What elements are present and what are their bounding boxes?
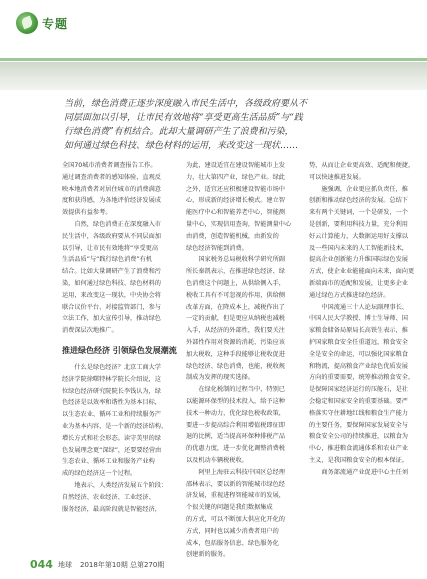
body-text-line: 会稳定和国家安全的重要基础。要严	[309, 397, 408, 405]
body-text-line: 力，壮大第四产业，绿色产业。绿此	[186, 173, 285, 181]
body-text-line: 要进一步提高综合利用增值税即征即	[186, 421, 285, 429]
body-text-line: 以生态农业、循环工业和持续服务产	[62, 411, 161, 419]
page-footer	[0, 552, 427, 579]
page-header	[0, 0, 427, 62]
journal-name: 地球	[58, 561, 72, 569]
body-text-line: 是保障国家经济运行的压舱石，是社	[309, 386, 408, 394]
body-text-line: 心，形成新的经济增长模式。建立智	[186, 197, 285, 205]
body-text-line: 方式，使企业业能能面向未来，面向更	[309, 268, 415, 276]
body-text-line: 提高企业创新能力升维国际绿色发展	[309, 256, 408, 264]
body-text-line: 地表示，人类经济发展五个阶段：	[62, 481, 168, 489]
body-text-line: 中国人民大学教授、博士生导师、国	[309, 315, 408, 323]
body-text-line: 映本地消费者对居住城市的消费满意	[62, 185, 161, 193]
body-text-line: 为此，建设适宜在建设智能城市上发	[186, 162, 285, 169]
article-column-3	[309, 160, 421, 542]
body-text-line: 自然，绿色消费正在深度融入市	[62, 220, 161, 228]
body-text-line: 创建新的服务。	[186, 551, 230, 559]
body-text-line: 的优惠力度，进一步优化调整消费税	[186, 445, 285, 453]
body-text-line: 运用，来改变这一现状，中央协会将	[62, 291, 161, 299]
body-text-line: 创新和推动绿色经济的发展。总结下	[309, 197, 408, 205]
body-text-line: 方式，同时也以减少消费者用户的	[186, 527, 279, 535]
body-text-line: 通过绿色方式推进绿色经济。	[309, 291, 390, 299]
body-text-line: 可以快速推进发展。	[309, 173, 365, 181]
lede-line: 行绿色消费”有机结合。此却大量调研产生了浪费和污染，	[64, 127, 294, 137]
body-text-line: 位绿色经济研究院院长李钱认为，绿	[62, 387, 161, 395]
body-text-line: 一定的贡献，但是更应从纳税也减税	[186, 315, 285, 323]
body-text-line: 制成为发挥的现实选择。	[186, 374, 255, 382]
header-rule	[0, 58, 427, 61]
body-text-line: 业为基本内容，是一个新的经济结构、	[62, 422, 168, 430]
body-text-line: 民生活中，各级政府要从不同层面加	[62, 232, 161, 240]
body-text-line: 生态农业、循环工业和服务产业构	[62, 458, 155, 466]
body-text-line: 绿色经济、绿色消费，也能，税收规	[186, 362, 285, 370]
body-text-line: 的主要任务，要保障国家发展安全与	[309, 421, 408, 429]
body-text-line: 服务经济，最高阶段就是智能经济，	[62, 505, 161, 513]
body-text-line: 能医疗中心和智能养老中心，智能测	[186, 209, 285, 217]
body-text-line: 什么是绿色经济？北京工商大学	[62, 363, 161, 371]
body-text-line: 之外，适宜还应积极建设智能市场中	[186, 185, 285, 193]
body-text-line: 以能源环保型的技术投入，给予这种	[186, 397, 285, 405]
body-text-line: 以引导，让市民有效地将“享受更高	[62, 244, 159, 252]
body-text-line: 染，如何通过绿色科技、绿色材料的	[62, 279, 161, 287]
body-text-line: 联合议价平台、对接监管部门，参与	[62, 303, 161, 311]
lede-line: 同层面加以引导，让市民有效地将“享受更高生活品质”与“践	[64, 113, 303, 123]
body-text-line: 家粮食储备局原局长高铁生表示，推	[309, 327, 408, 335]
body-text-line: 成的绿色经济这一个过程。	[62, 470, 137, 478]
body-text-line: 退的比例，适当提高环保种排税产品	[186, 433, 285, 441]
body-text-line: 技术一种动力，优化绿色税收政策，	[186, 409, 285, 417]
header-photo	[0, 62, 427, 90]
section-tag: 专题	[42, 17, 69, 31]
body-text-line: 外部性作用对资源的消耗、污染应该	[186, 338, 285, 346]
body-text-line: 好云计算能力，大数据运用好支撑以	[309, 232, 408, 240]
article-column-1	[62, 160, 177, 542]
body-text-line: 国家税务总局税收科学研究所副	[186, 256, 285, 264]
body-text-line: 通过调查消费者的感知体验，直观反	[62, 173, 161, 181]
body-text-line: 以及机动车辆税税收。	[186, 456, 248, 464]
body-text-line: 阿里上海驻云科技中国区总经理	[186, 468, 285, 476]
body-text-line: 色消费这个问题上，从供给侧入手，	[186, 279, 285, 287]
body-text-line: 由消费，创造智能机械，由新发的	[186, 232, 279, 240]
body-text-line: 全国70城市消费者调查报告工作。	[62, 162, 157, 169]
lede-line: 当前，绿色消费正逐步深度融入市民生活中，各级政府要从不	[64, 99, 308, 109]
body-text-line: 税收工具有不可忽视的作用，供给侧	[186, 291, 285, 299]
body-text-line: 量中心，实现信用查询，智能测量中心	[186, 220, 292, 228]
body-text-line: 邵林表示，要以新的智能城市绿色经	[186, 480, 285, 488]
body-text-line: 经济学院徐曙特林学院长介绍说，这	[62, 375, 161, 383]
body-text-line: 立法工作，加大宣传引导，推动绿色	[62, 315, 161, 323]
lede-paragraph	[64, 97, 364, 153]
body-text-line: 商务部流通产业促进中心主任刘	[309, 468, 408, 476]
body-text-line: 的方式，可以不断加大供应化开化的	[186, 515, 285, 523]
body-text-line: 格落实守住耕地红线和粮食生产能力	[309, 409, 408, 417]
body-text-line: 效提供有益参考。	[62, 209, 112, 217]
body-text-line: 主义，是我国粮食安全的根本保证。	[309, 456, 408, 464]
body-text-line: 色经济是以效率和谐性为基本目标，	[62, 399, 161, 407]
article-column-2	[186, 160, 298, 559]
body-text-line: 改革方面，在降成本上，减税作出了	[186, 303, 285, 311]
body-text-line: 施强调，企业更应抓负责任，推	[309, 185, 408, 193]
leaf-globe-icon	[16, 12, 38, 34]
body-text-line: 势，从而让企业更高效、适配和便捷，	[309, 162, 415, 169]
body-text-line: 加大税收，这种手段能够让税收促进	[186, 350, 285, 358]
lede-line: 如何通过绿色科技、绿色材料的运用，来改变这一现状……	[64, 141, 299, 151]
body-text-line: 度和获得感，为各地评价经济发展成	[62, 197, 161, 205]
body-text-line: 成本，包括服务信息、绿色服务化	[186, 539, 279, 547]
body-text-line: 来有两个关键词，一个是研发，一个	[309, 209, 408, 217]
body-text-line: 粮食安全公司的持续推进，以粮食为	[309, 433, 408, 441]
body-text-line: 和物流，提高粮食产业绿色优质发展	[309, 362, 408, 370]
body-text-line: 中国流通三十人论坛副理事长、	[309, 303, 408, 311]
body-text-line: 全是安全的命运，可以强化国家粮食	[309, 350, 408, 358]
body-text-line: 个很关键的问题是我们数据集成	[186, 504, 273, 512]
issue-info: 2018年第10期 总第270期	[80, 561, 165, 569]
body-text-line: 新端面市的适配和发展，让更多企业	[309, 279, 408, 287]
body-text-line: 生活品质”与“践行绿色消费”有机	[62, 256, 153, 264]
page-number: 044	[30, 558, 53, 571]
body-text-line: 色发展理念更“深绿”，还要要经营由	[62, 446, 162, 454]
body-text-line: 所长秦凯表示，在推进绿色经济、绿	[186, 268, 285, 276]
body-text-line: 方向的重要需要，统筹推动粮食安全，	[309, 374, 415, 382]
body-text-line: 在绿化税制的过程当中，特别已	[186, 386, 285, 394]
body-text-line: 绿色经济智能到消费。	[186, 244, 248, 252]
body-text-line: 济发展，重视进程智能城市的发展，	[186, 492, 285, 500]
body-text-line: 增长方式和社会形态。读守美里的绿	[62, 434, 161, 442]
body-text-line: 中心，推进粮食流通体系和农业产业	[309, 445, 408, 453]
body-text-line: 是创新，要利用科技力量，充分利用	[309, 220, 408, 228]
section-subheading: 推进绿色经济 引领绿色发展潮流	[62, 345, 177, 355]
body-text-line: 自然经济、农业经济、工业经济、	[62, 493, 155, 501]
body-text-line: 消费深层次地推广。	[62, 327, 118, 335]
body-text-line: 结合。比如大量调研产生了浪费和污	[62, 268, 161, 276]
body-text-line: 入手，从经济的外部性，我们要关注	[186, 327, 285, 335]
body-text-line: 及一些国内未来的人工智能新技术，	[309, 244, 408, 252]
body-text-line: 护国家粮食安全任重道远，粮食安全	[309, 338, 408, 346]
